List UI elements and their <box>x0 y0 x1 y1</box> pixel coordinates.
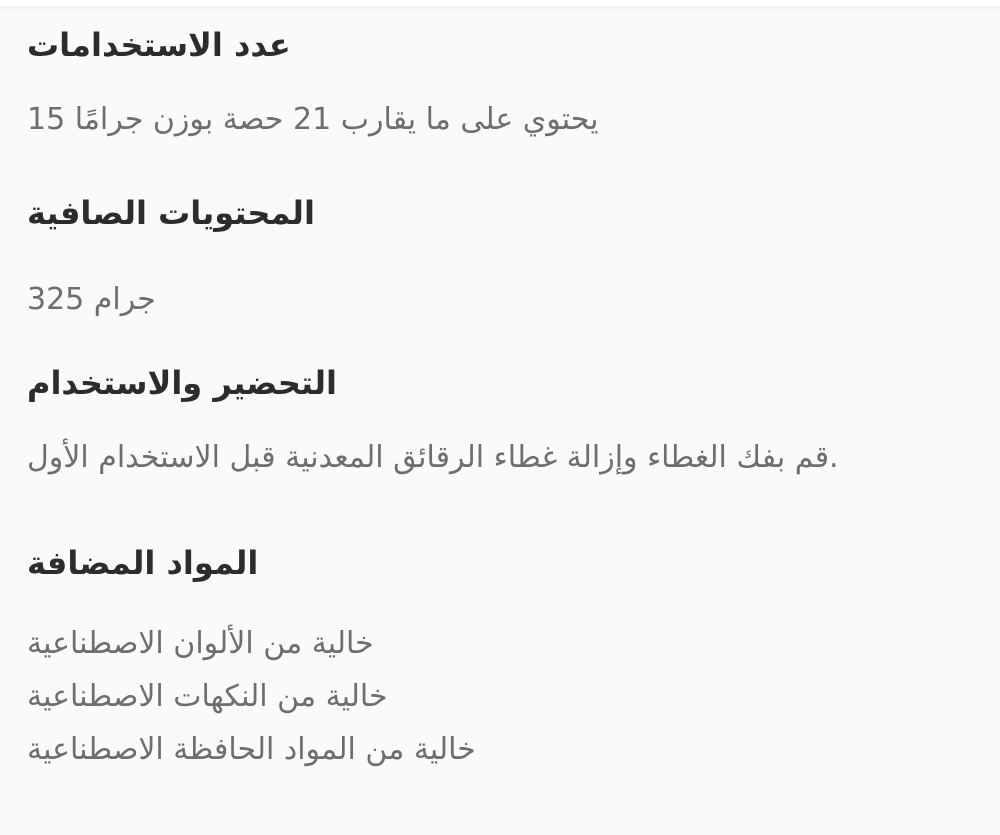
section-uses <box>27 24 960 142</box>
top-edge-divider <box>0 0 1000 10</box>
section-heading-net-contents: المحتويات الصافية <box>27 194 315 232</box>
additive-list-item: خالية من النكهات الاصطناعية <box>27 679 388 714</box>
product-details-panel <box>0 24 1000 776</box>
net-contents-value: جرام 325 <box>27 282 156 317</box>
section-added-materials <box>27 542 960 776</box>
section-heading-uses: عدد الاستخدامات <box>27 26 291 64</box>
additives-list <box>27 617 960 776</box>
section-body-preparation: .قم بفك الغطاء وإزالة غطاء الرقائق المعدنية قبل الاستخدام الأول <box>27 440 839 475</box>
section-preparation-and-use <box>27 362 960 480</box>
additive-list-item: خالية من المواد الحافظة الاصطناعية <box>27 732 476 767</box>
additive-list-item: خالية من الألوان الاصطناعية <box>27 626 374 661</box>
section-heading-preparation: التحضير والاستخدام <box>27 364 337 402</box>
section-heading-added-materials: المواد المضافة <box>27 544 259 582</box>
section-net-contents <box>27 192 960 322</box>
section-body-uses: يحتوي على ما يقارب 21 حصة بوزن جرامًا 15 <box>27 102 599 137</box>
